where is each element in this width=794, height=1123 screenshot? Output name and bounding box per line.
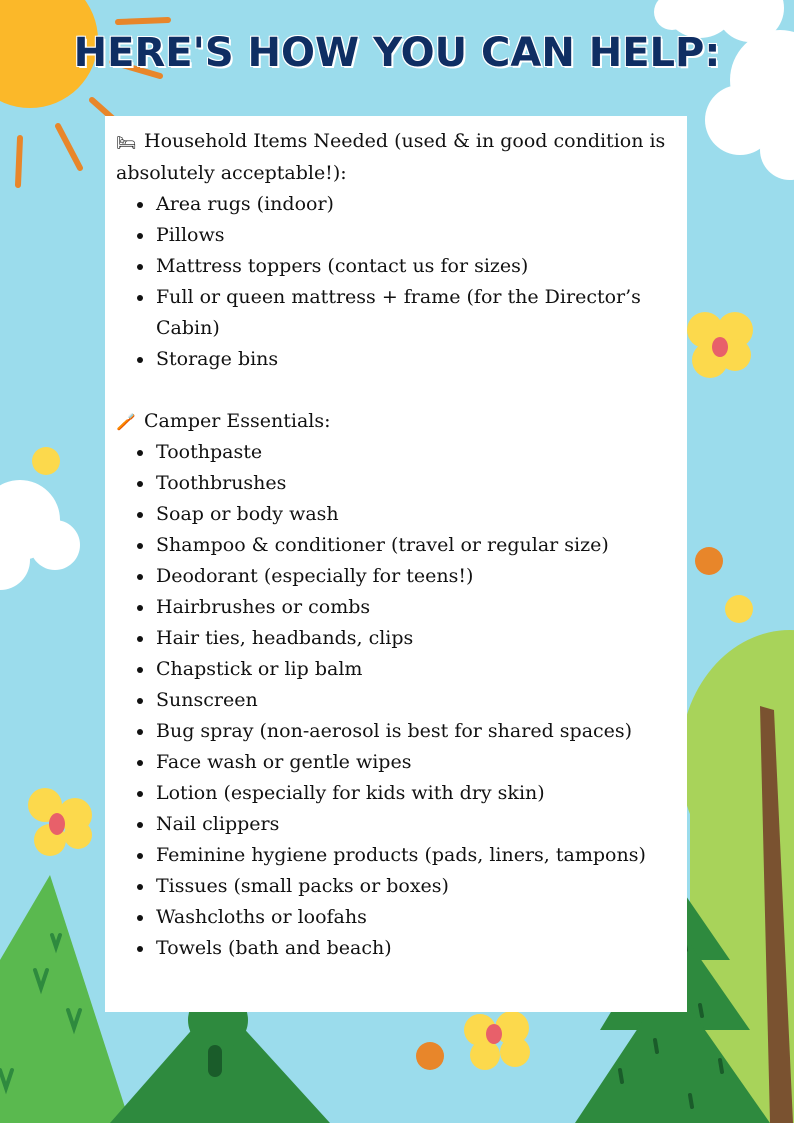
household-items-list (116, 189, 687, 375)
list-item: • Area rugs (indoor) (155, 189, 687, 220)
list-item: • Storage bins (155, 344, 687, 375)
list-item: • Towels (bath and beach) (155, 933, 687, 964)
list-item: • Deodorant (especially for teens!) (155, 561, 687, 592)
list-item: • Sunscreen (155, 685, 687, 716)
list-item: • Lotion (especially for kids with dry skin) (155, 778, 687, 809)
list-item: • Chapstick or lip balm (155, 654, 687, 685)
list-item: • Hairbrushes or combs (155, 592, 687, 623)
list-item: • Nail clippers (155, 809, 687, 840)
bed-icon: 🛏 (116, 132, 137, 152)
section-heading-household (116, 126, 687, 189)
list-item: • Mattress toppers (contact us for sizes) (155, 251, 687, 282)
list-item: • Toothpaste (155, 437, 687, 468)
section-heading-text: Household Items Needed (used & in good condition is absolutely acceptable!): (116, 130, 666, 184)
section-heading-camper (116, 406, 687, 438)
list-item: • Tissues (small packs or boxes) (155, 871, 687, 902)
section-heading-text: Camper Essentials: (144, 409, 331, 432)
flower-icon (687, 312, 753, 378)
list-item: • Bug spray (non-aerosol is best for shared spaces) (155, 716, 687, 747)
help-list-card (105, 116, 687, 1012)
list-item: • Washcloths or loofahs (155, 902, 687, 933)
list-item: • Full or queen mattress + frame (for the Director’s Cabin) (155, 282, 687, 344)
list-item: • Shampoo & conditioner (travel or regular size) (155, 530, 687, 561)
list-item: • Face wash or gentle wipes (155, 747, 687, 778)
page-title: HERE'S HOW YOU CAN HELP: (73, 30, 721, 76)
list-item: • Hair ties, headbands, clips (155, 623, 687, 654)
list-item: • Feminine hygiene products (pads, liners, tampons) (155, 840, 687, 871)
camper-essentials-list (116, 437, 687, 964)
list-item: • Soap or body wash (155, 499, 687, 530)
toothbrush-icon: 🪥 (116, 412, 136, 431)
list-item: • Pillows (155, 220, 687, 251)
list-item: • Toothbrushes (155, 468, 687, 499)
flower-icon (28, 788, 92, 856)
flower-icon (464, 1011, 530, 1070)
